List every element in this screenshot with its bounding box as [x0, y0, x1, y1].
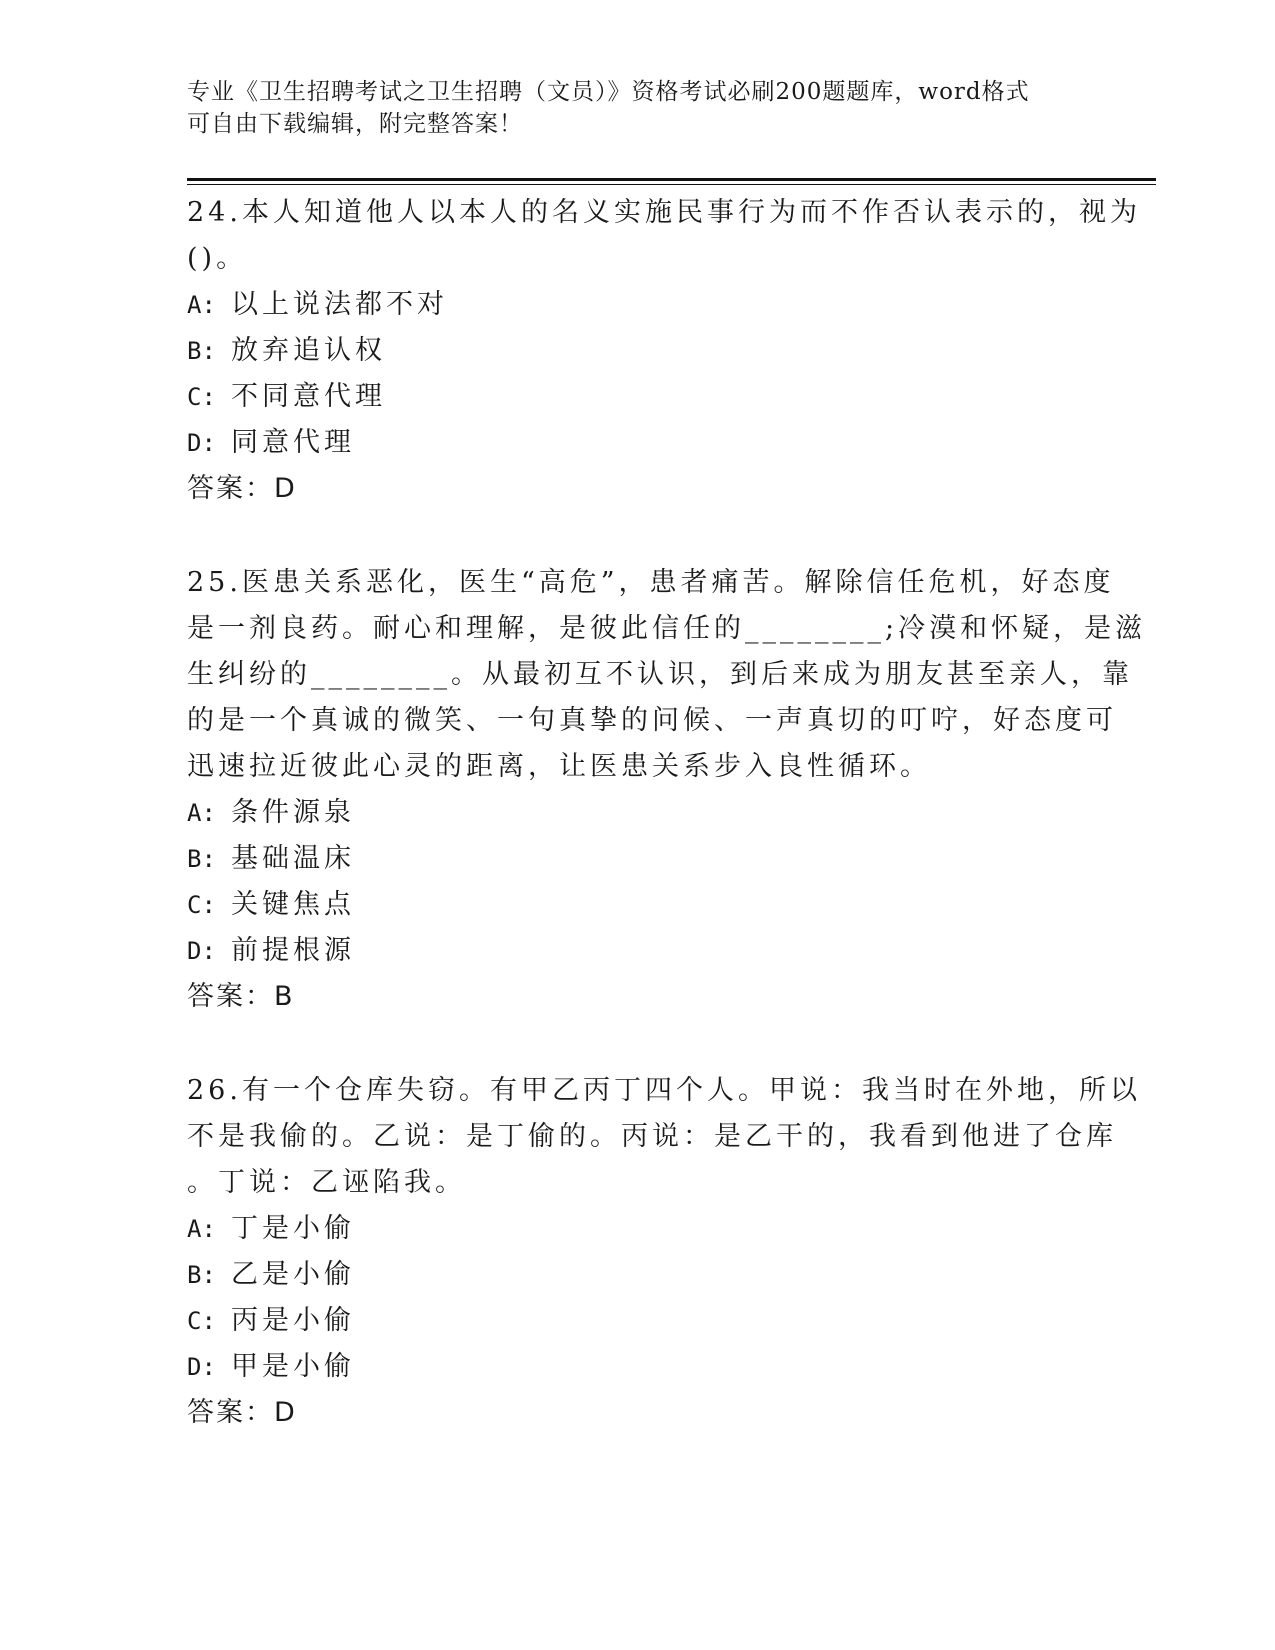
option-text: 以上说法都不对 — [231, 289, 448, 320]
option-text: 乙是小偷 — [231, 1259, 355, 1290]
question-stem-line: 生纠纷的________。从最初互不认识，到后来成为朋友甚至亲人，靠 — [187, 659, 1133, 690]
answer-line: 答案：B — [187, 981, 295, 1012]
option-key: D: — [187, 429, 216, 457]
option-text: 基础温床 — [231, 843, 355, 874]
option-a — [187, 1206, 1087, 1252]
question-list — [187, 190, 1147, 1436]
question-stem-line: 25.医患关系恶化，医生“高危”，患者痛苦。解除信任危机，好态度 — [187, 567, 1115, 598]
option-key: C: — [187, 383, 216, 411]
header-rule-thick — [187, 178, 1156, 181]
option-key: A: — [187, 291, 216, 319]
question-stem-line: 不是我偷的。乙说：是丁偷的。丙说：是乙干的，我看到他进了仓库 — [187, 1121, 1117, 1152]
option-text: 关键焦点 — [231, 889, 355, 920]
question-stem-line: 是一剂良药。耐心和理解，是彼此信任的________;冷漠和怀疑，是滋 — [187, 613, 1147, 644]
question-stem-line: 26.有一个仓库失窃。有甲乙丙丁四个人。甲说：我当时在外地，所以 — [187, 1075, 1141, 1106]
option-key: A: — [187, 1215, 216, 1243]
option-key: C: — [187, 1307, 216, 1335]
question-25 — [187, 560, 1147, 1020]
option-key: D: — [187, 937, 216, 965]
option-c — [187, 1298, 1087, 1344]
option-b — [187, 836, 1087, 882]
option-key: B: — [187, 845, 216, 873]
option-text: 丁是小偷 — [231, 1213, 355, 1244]
option-c — [187, 374, 1087, 420]
option-b — [187, 1252, 1087, 1298]
question-stem-line: 的是一个真诚的微笑、一句真挚的问候、一声真切的叮咛，好态度可 — [187, 705, 1117, 736]
option-d — [187, 420, 1087, 466]
header-rule-thin — [187, 184, 1156, 185]
question-26 — [187, 1068, 1141, 1436]
answer-line: 答案：D — [187, 473, 297, 504]
option-a — [187, 790, 1087, 836]
option-key: D: — [187, 1353, 216, 1381]
question-stem-line: 24.本人知道他人以本人的名义实施民事行为而不作否认表示的，视为 — [187, 197, 1141, 228]
answer-line: 答案：D — [187, 1397, 297, 1428]
question-spacer — [187, 1020, 1087, 1068]
option-text: 放弃追认权 — [231, 335, 386, 366]
option-key: B: — [187, 1261, 216, 1289]
option-text: 条件源泉 — [231, 797, 355, 828]
option-b — [187, 328, 1087, 374]
option-text: 甲是小偷 — [231, 1351, 355, 1382]
option-d — [187, 1344, 1087, 1390]
question-spacer — [187, 512, 1087, 560]
question-stem-line: 迅速拉近彼此心灵的距离，让医患关系步入良性循环。 — [187, 751, 931, 782]
option-text: 同意代理 — [231, 427, 355, 458]
header-line-2: 可自由下载编辑，附完整答案！ — [187, 111, 523, 137]
option-a — [187, 282, 1087, 328]
option-key: A: — [187, 799, 216, 827]
question-stem-line: ()。 — [187, 243, 248, 274]
header-line-1: 专业《卫生招聘考试之卫生招聘（文员）》资格考试必刷200题题库，word格式 — [187, 79, 1030, 105]
option-key: B: — [187, 337, 216, 365]
option-key: C: — [187, 891, 216, 919]
question-24 — [187, 190, 1141, 512]
option-c — [187, 882, 1087, 928]
question-stem-line: 。丁说：乙诬陷我。 — [187, 1167, 466, 1198]
option-text: 丙是小偷 — [231, 1305, 355, 1336]
option-d — [187, 928, 1087, 974]
option-text: 前提根源 — [231, 935, 355, 966]
option-text: 不同意代理 — [231, 381, 386, 412]
document-header — [187, 76, 1087, 140]
